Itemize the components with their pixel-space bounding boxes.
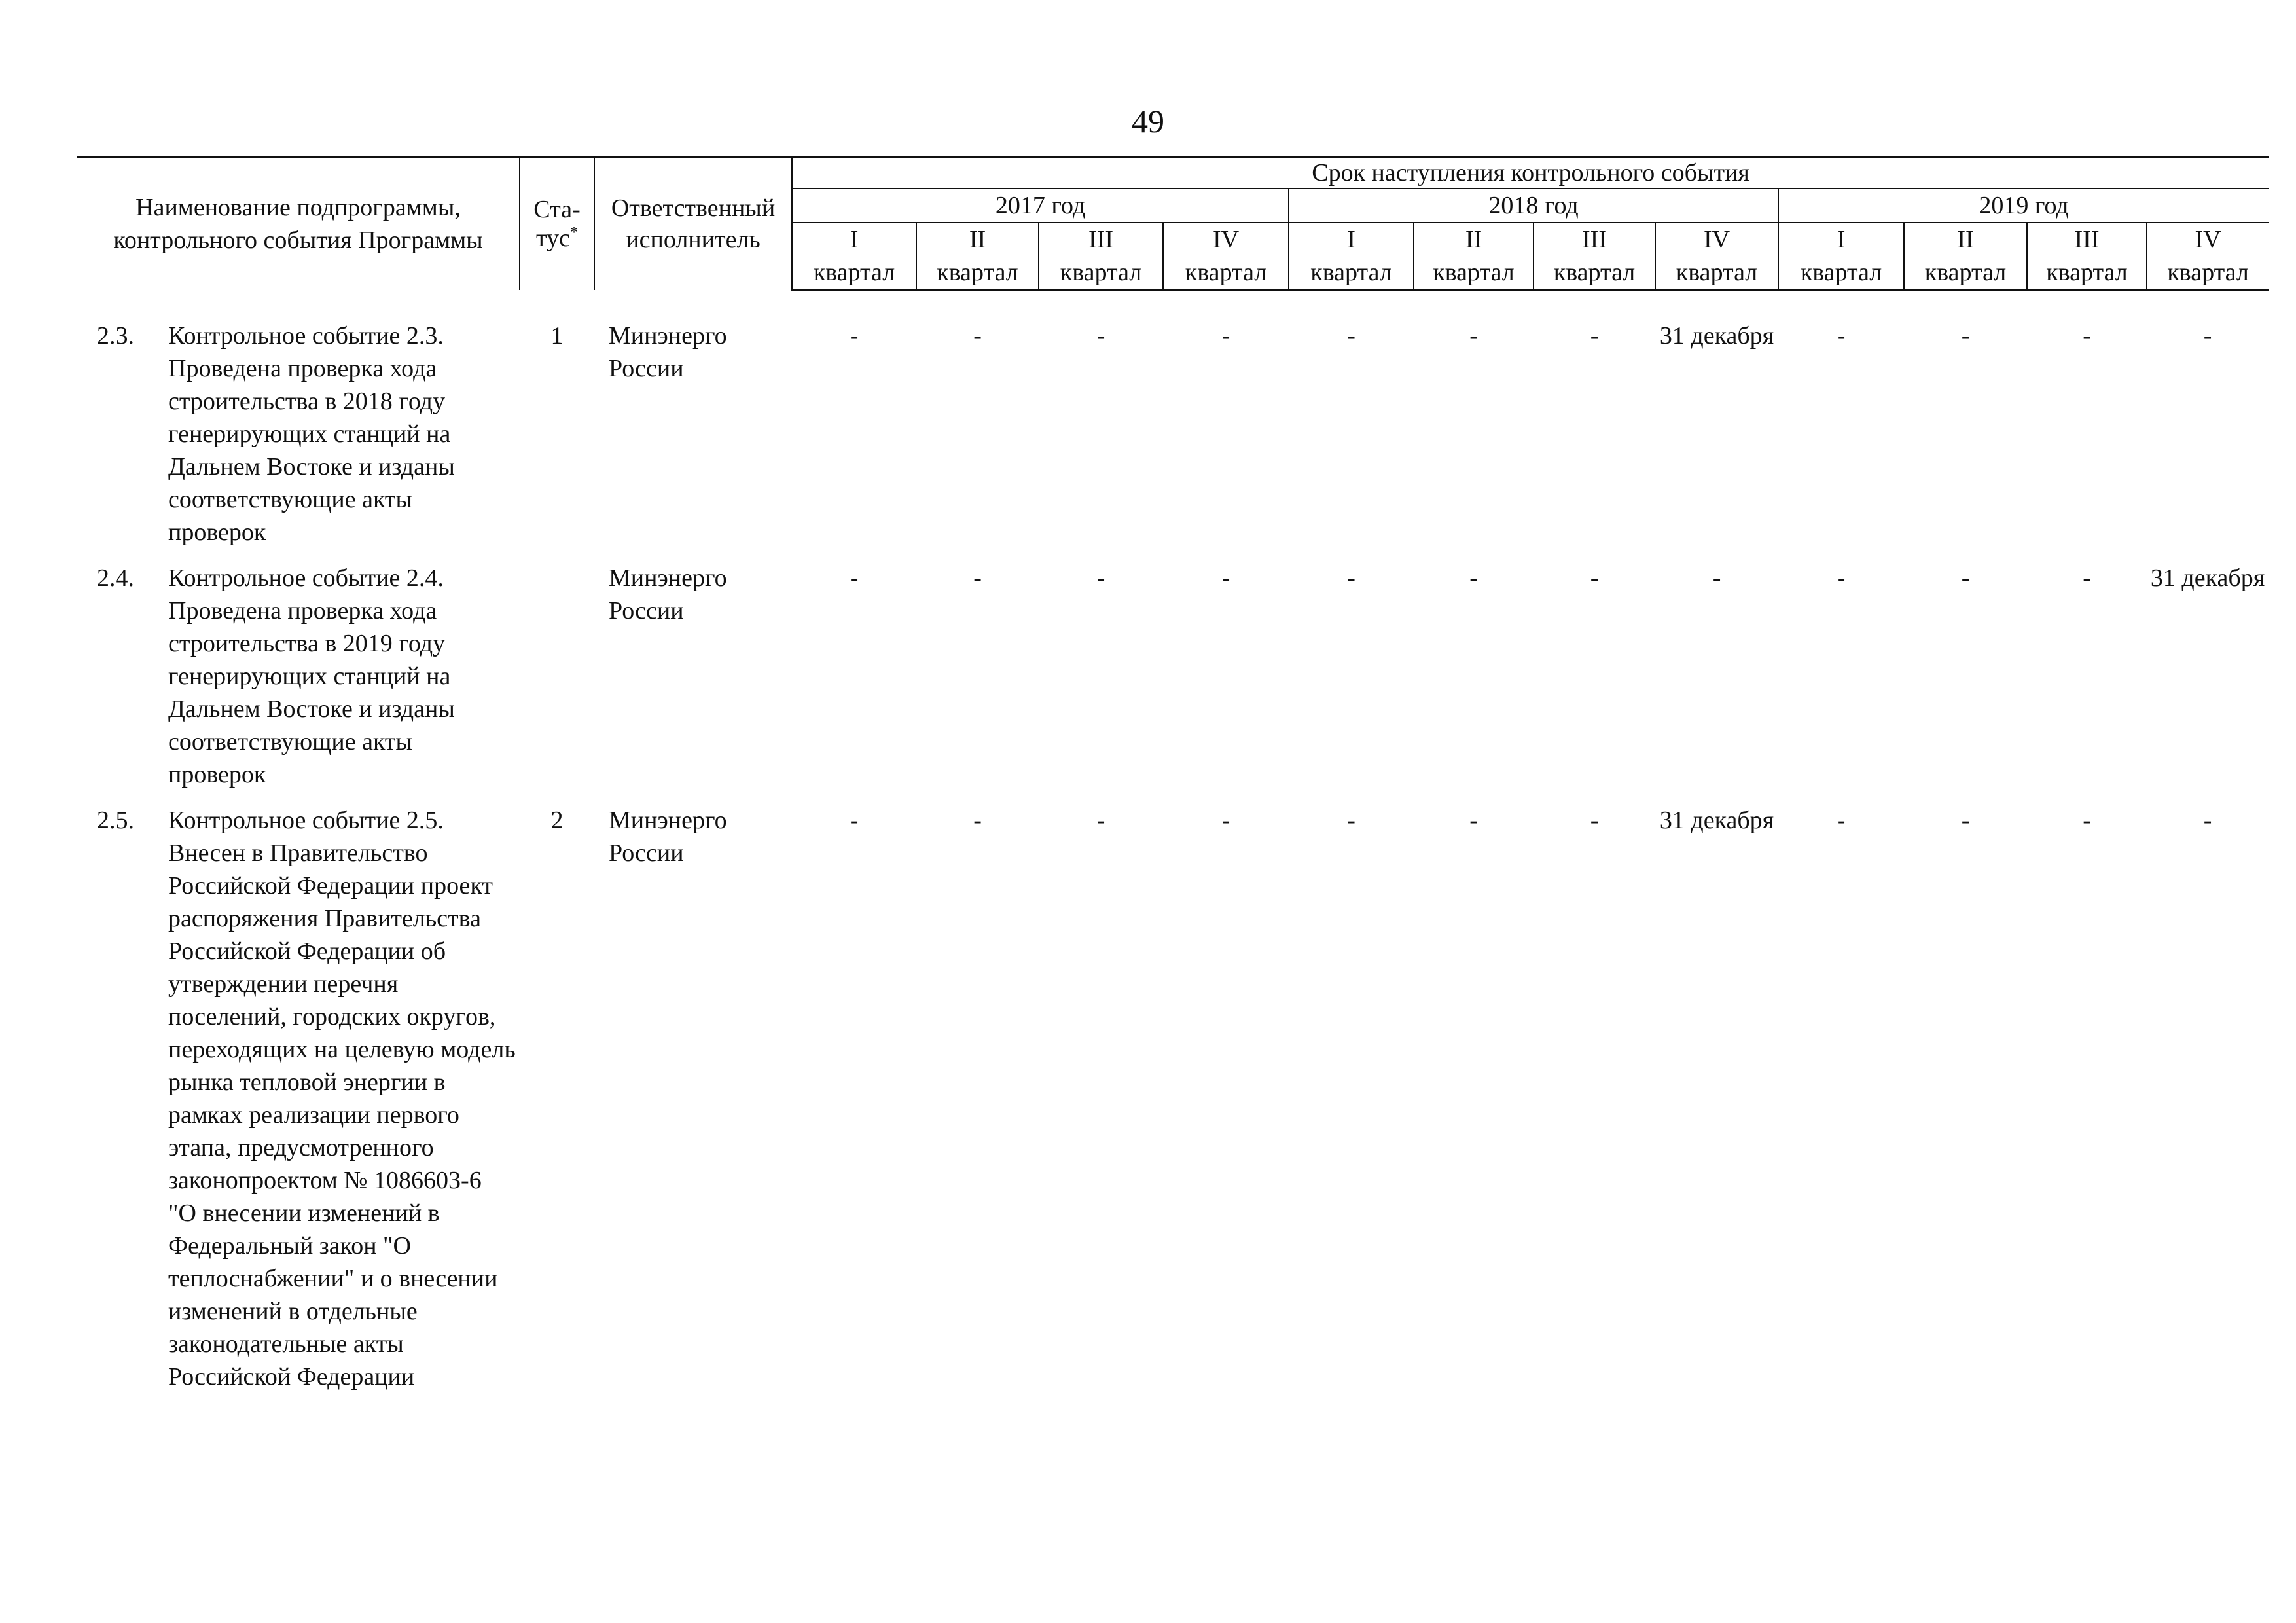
quarter-cell: -	[973, 807, 982, 834]
quarter-cell: 31 декабря	[1659, 807, 1774, 834]
quarter-cell: -	[1469, 564, 1478, 592]
row-number: 2.3.	[97, 322, 134, 350]
header-status-column: Ста- тус*	[520, 157, 594, 290]
quarter-cell: -	[1221, 322, 1230, 350]
row-event-name: Контрольное событие 2.4. Проведена проверка хода строительства в 2019 году генерирующих станций на Дальнем Востоке и изданы соответствующие акты проверок	[168, 564, 455, 788]
quarter-cell: -	[1961, 322, 1970, 350]
quarter-cell: -	[2203, 322, 2212, 350]
quarter-cell: -	[1221, 807, 1230, 834]
quarter-cell: -	[2083, 322, 2091, 350]
page-number: 49	[1132, 103, 1164, 139]
quarter-cell: -	[1096, 322, 1105, 350]
header-responsible-column: Ответственный исполнитель	[594, 157, 792, 290]
quarter-cell: 31 декабря	[1659, 322, 1774, 350]
table-row	[77, 804, 2269, 1406]
quarter-cell: -	[850, 564, 859, 592]
row-status: 2	[550, 807, 564, 834]
quarter-cell: -	[1347, 564, 1355, 592]
quarter-cell: -	[1837, 322, 1846, 350]
header-year-2017: 2017 год	[792, 189, 1289, 223]
row-number: 2.5.	[97, 807, 134, 834]
row-event-name: Контрольное событие 2.3. Проведена проверка хода строительства в 2018 году генерирующих станций на Дальнем Востоке и изданы соответствующие акты проверок	[168, 322, 455, 546]
quarter-cell: -	[1469, 322, 1478, 350]
quarter-cell: -	[1961, 564, 1970, 592]
header-quarter: III квартал	[1534, 223, 1655, 290]
header-quarter: II квартал	[1414, 223, 1534, 290]
quarter-cell: -	[1961, 807, 1970, 834]
control-events-table	[77, 156, 2269, 1406]
quarter-cell: -	[973, 322, 982, 350]
quarter-cell: -	[1590, 564, 1599, 592]
header-quarter: IV квартал	[1163, 223, 1289, 290]
header-quarter: III квартал	[1039, 223, 1163, 290]
quarter-cell: -	[1096, 564, 1105, 592]
quarter-cell: -	[1712, 564, 1721, 592]
header-quarter: IV квартал	[1655, 223, 1778, 290]
header-year-2019: 2019 год	[1778, 189, 2269, 223]
quarter-cell: -	[1837, 807, 1846, 834]
row-status	[520, 562, 594, 804]
header-quarter: II квартал	[1904, 223, 2027, 290]
header-quarter: I квартал	[792, 223, 916, 290]
quarter-cell: -	[2083, 564, 2091, 592]
header-quarter: III квартал	[2027, 223, 2147, 290]
table-row	[77, 562, 2269, 804]
header-name-column: Наименование подпрограммы, контрольного события Программы	[77, 157, 520, 290]
quarter-cell: 31 декабря	[2150, 564, 2265, 592]
quarter-cell: -	[1590, 807, 1599, 834]
table-row	[77, 319, 2269, 562]
row-number: 2.4.	[97, 564, 134, 592]
table-header	[77, 157, 2269, 290]
quarter-cell: -	[973, 564, 982, 592]
row-responsible: Минэнерго России	[609, 322, 727, 382]
header-quarter: II квартал	[916, 223, 1039, 290]
row-status: 1	[550, 322, 564, 350]
quarter-cell: -	[1590, 322, 1599, 350]
header-deadline-group: Срок наступления контрольного события	[792, 157, 2269, 189]
header-quarter: I квартал	[1289, 223, 1414, 290]
quarter-cell: -	[1096, 807, 1105, 834]
header-year-2018: 2018 год	[1289, 189, 1778, 223]
quarter-cell: -	[1347, 807, 1355, 834]
header-quarter: I квартал	[1778, 223, 1904, 290]
row-event-name: Контрольное событие 2.5. Внесен в Правительство Российской Федерации проект распоряжения Правительства Российской Федерации об утверждении перечня поселений, городских округов, переходящих на целевую модель рынка тепловой энергии в рамках реализации первого этапа, предусмотренного законопроектом № 1086603-6 "О внесении изменений в Федеральный закон "О теплоснабжении" и о внесении изменений в отдельные законодательные акты Российской Федерации	[168, 807, 516, 1391]
quarter-cell: -	[1221, 564, 1230, 592]
quarter-cell: -	[850, 807, 859, 834]
quarter-cell: -	[1347, 322, 1355, 350]
quarter-cell: -	[1837, 564, 1846, 592]
header-quarter: IV квартал	[2147, 223, 2269, 290]
quarter-cell: -	[2203, 807, 2212, 834]
quarter-cell: -	[850, 322, 859, 350]
row-responsible: Минэнерго России	[609, 807, 727, 867]
quarter-cell: -	[1469, 807, 1478, 834]
quarter-cell: -	[2083, 807, 2091, 834]
row-responsible: Минэнерго России	[609, 564, 727, 625]
